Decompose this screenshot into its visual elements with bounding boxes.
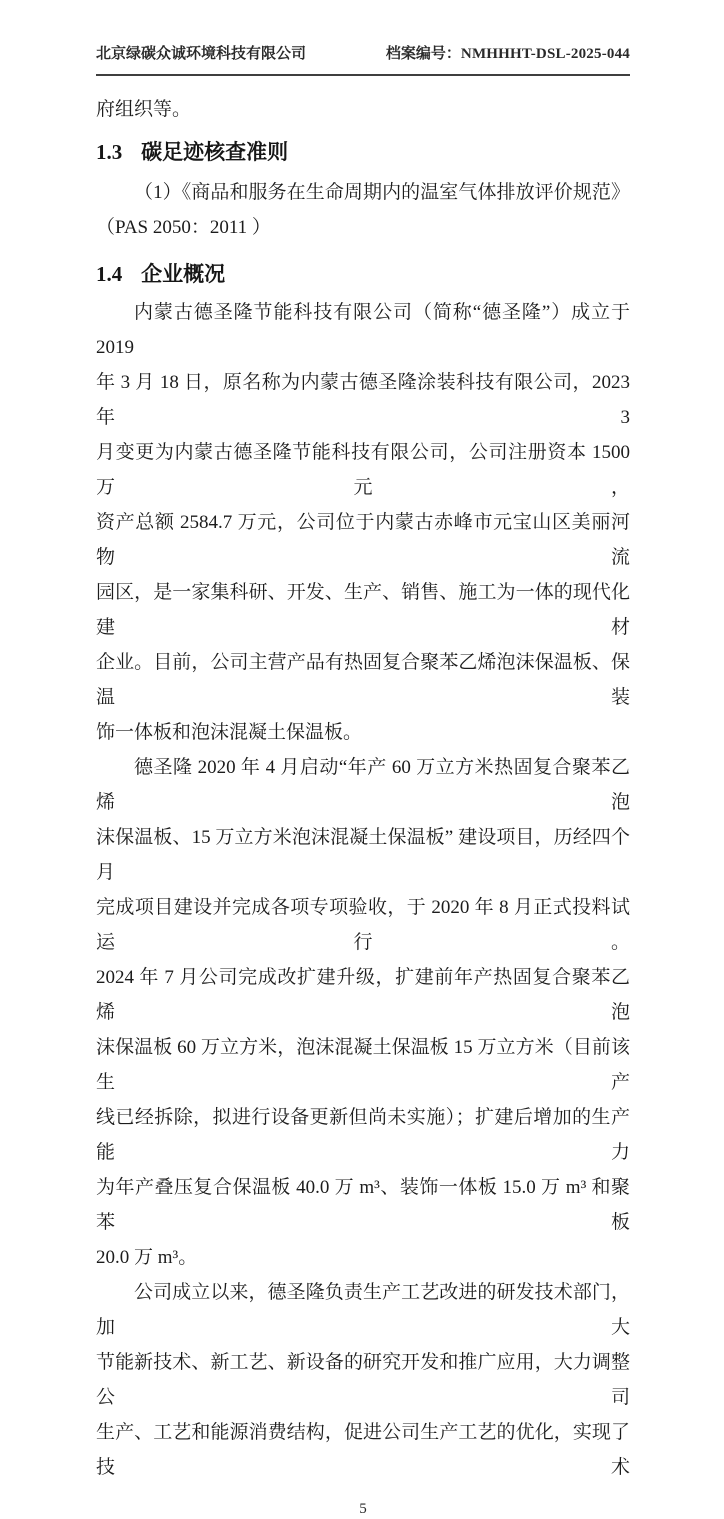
text-line: 公司成立以来，德圣隆负责生产工艺改进的研发技术部门，加大 [96, 1282, 630, 1338]
header-company-name: 北京绿碳众诚环境科技有限公司 [96, 46, 307, 62]
text-line: 为年产叠压复合保温板 40.0 万 m³、装饰一体板 15.0 万 m³ 和聚苯板 [96, 1177, 630, 1233]
text-line: 德圣隆 2020 年 4 月启动“年产 60 万立方米热固复合聚苯乙烯泡 [96, 757, 630, 813]
text-line: 沫保温板、15 万立方米泡沫混凝土保温板” 建设项目，历经四个月 [96, 827, 630, 883]
text-line: 节能新技术、新工艺、新设备的研究开发和推广应用，大力调整公司 [96, 1352, 630, 1408]
section-title: 碳足迹核查准则 [141, 140, 289, 164]
text-line: 生产、工艺和能源消费结构，促进公司生产工艺的优化，实现了技术 [96, 1422, 630, 1478]
text-line: 完成项目建设并完成各项专项验收，于 2020 年 8 月正式投料试运行。 [96, 897, 630, 953]
text-line: 20.0 万 m³。 [96, 1247, 198, 1268]
doc-number-value: NMHHHT-DSL-2025-044 [460, 46, 630, 62]
text-line: 资产总额 2584.7 万元，公司位于内蒙古赤峰市元宝山区美丽河物流 [96, 512, 630, 568]
text-line: 企业。目前，公司主营产品有热固复合聚苯乙烯泡沫保温板、保温装 [96, 652, 630, 708]
text-line: 内蒙古德圣隆节能科技有限公司（简称“德圣隆”）成立于 2019 [96, 302, 630, 358]
page-header [96, 44, 630, 74]
page-number: 5 [359, 1501, 367, 1517]
header-divider [96, 74, 630, 76]
criteria-paragraph [96, 175, 630, 245]
header-doc-number [386, 44, 630, 64]
text-line: 年 3 月 18 日，原名称为内蒙古德圣隆涂装科技有限公司，2023 年 3 [96, 372, 630, 428]
section-heading-1-4 [96, 259, 630, 289]
text-line: （1）《商品和服务在生命周期内的温室气体排放评价规范》 [134, 182, 630, 203]
text-line: （PAS 2050：2011 ） [96, 217, 271, 238]
text-line: 园区，是一家集科研、开发、生产、销售、施工为一体的现代化建材 [96, 582, 630, 638]
text-line: 线已经拆除，拟进行设备更新但尚未实施）；扩建后增加的生产能力 [96, 1107, 630, 1163]
rnd-paragraph [96, 1275, 630, 1485]
section-title: 企业概况 [141, 262, 226, 286]
doc-number-label: 档案编号： [385, 46, 461, 62]
page-footer [96, 1499, 630, 1519]
project-history-paragraph [96, 750, 630, 1275]
company-profile-paragraph [96, 295, 630, 750]
text-line: 月变更为内蒙古德圣隆节能科技有限公司，公司注册资本 1500 万元， [96, 442, 630, 498]
section-number: 1.4 [96, 262, 123, 286]
text-line: 饰一体板和泡沫混凝土保温板。 [96, 722, 363, 743]
text-line: 沫保温板 60 万立方米，泡沫混凝土保温板 15 万立方米（目前该生产 [96, 1037, 630, 1093]
section-heading-1-3 [96, 137, 630, 167]
text-line: 2024 年 7 月公司完成改扩建升级，扩建前年产热固复合聚苯乙烯泡 [96, 967, 630, 1023]
section-number: 1.3 [96, 140, 123, 164]
paragraph-intro-tail: 府组织等。 [96, 99, 192, 120]
